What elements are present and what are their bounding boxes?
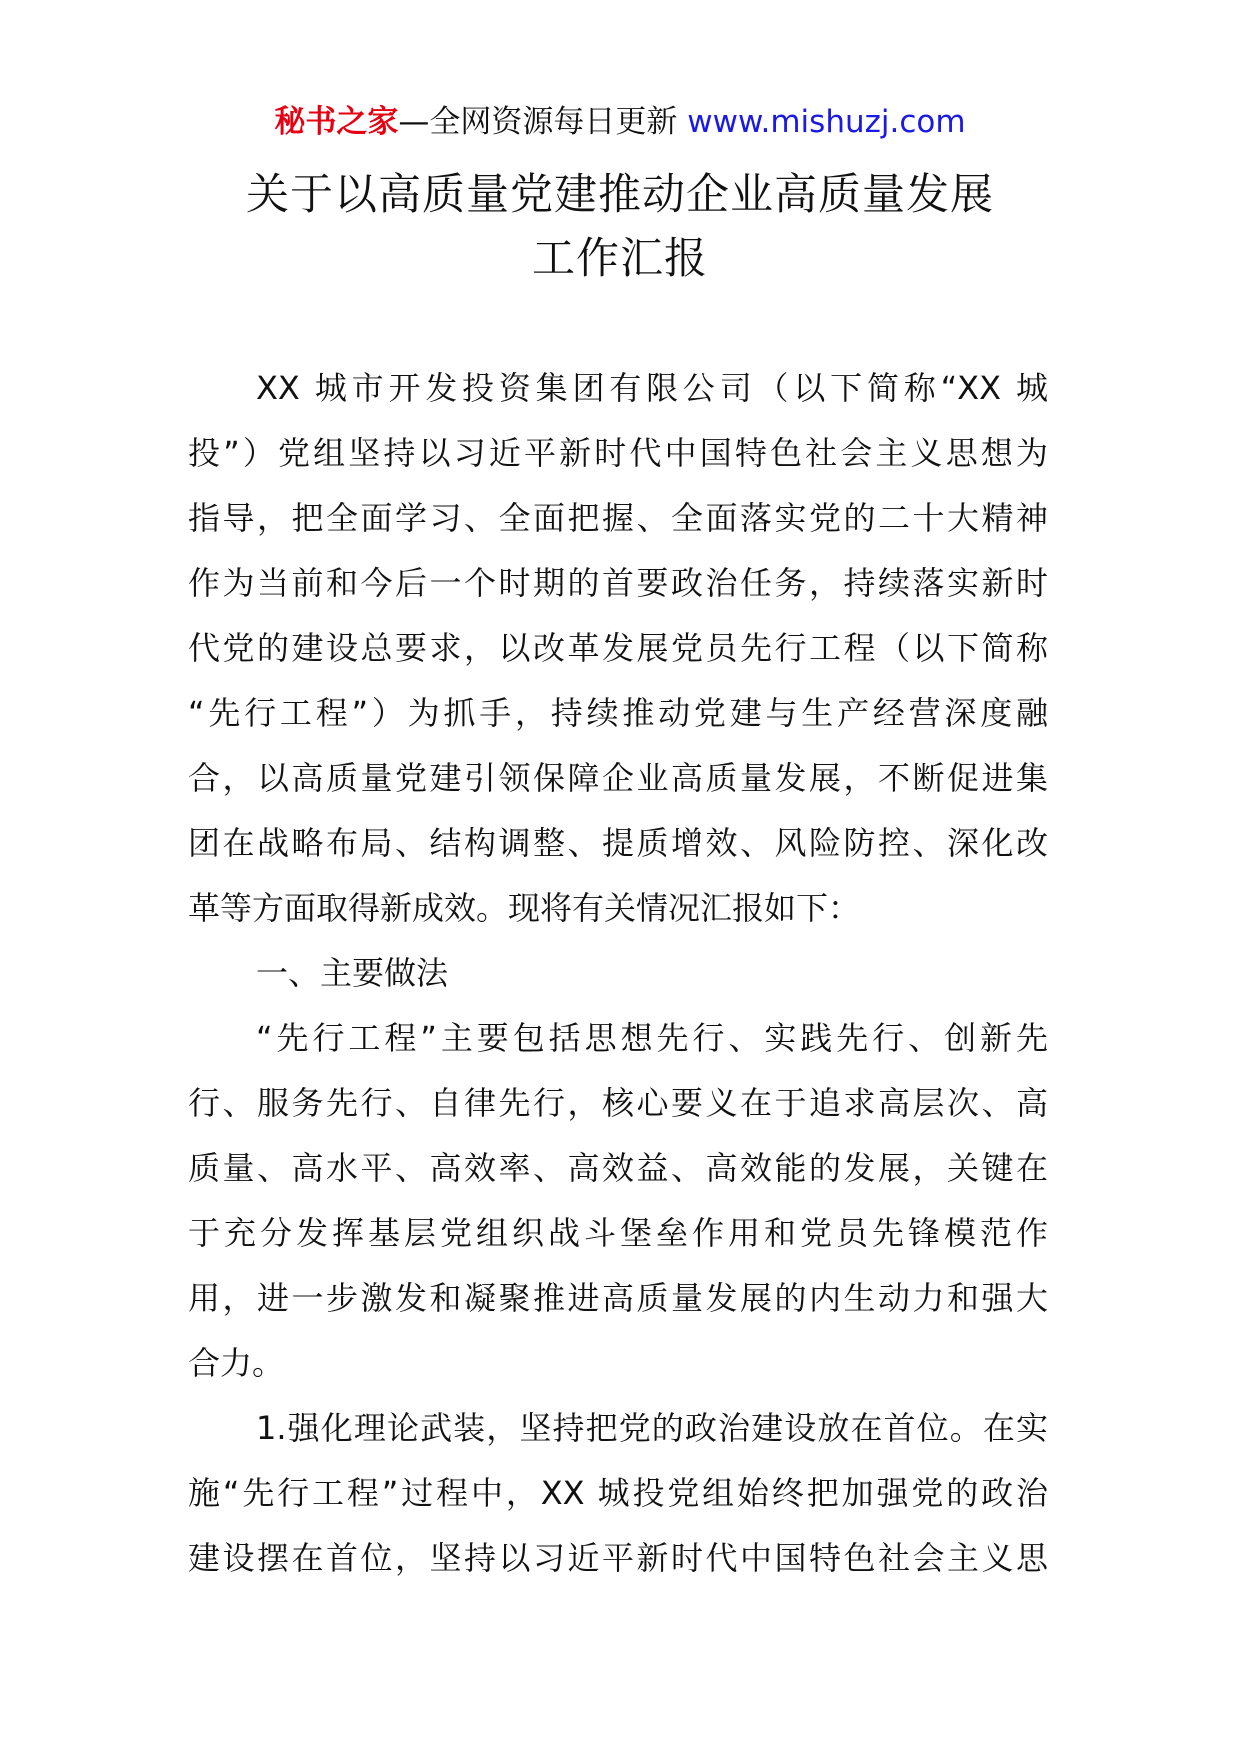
document-body xyxy=(188,356,1048,1591)
paragraph-line: 建设摆在首位，坚持以习近平新时代中国特色社会主义思 xyxy=(188,1539,1048,1577)
paragraph-line: 指导，把全面学习、全面把握、全面落实党的二十大精神 xyxy=(188,499,1048,537)
header-slogan: —全网资源每日更新 xyxy=(398,104,678,140)
document-title-line-2: 工作汇报 xyxy=(532,234,708,284)
site-header xyxy=(0,102,1240,142)
paragraph-line: 于充分发挥基层党组织战斗堡垒作用和党员先锋模范作 xyxy=(188,1214,1048,1252)
paragraph-line: 合力。 xyxy=(188,1344,285,1382)
section-heading: 一、主要做法 xyxy=(256,954,449,992)
paragraph-line: 合，以高质量党建引领保障企业高质量发展，不断促进集 xyxy=(188,759,1048,797)
paragraph-line: 行、服务先行、自律先行，核心要义在于追求高层次、高 xyxy=(188,1084,1048,1122)
paragraph-line: “先行工程”主要包括思想先行、实践先行、创新先 xyxy=(256,1019,1048,1057)
site-url-link[interactable]: www.mishuzj.com xyxy=(687,104,966,140)
paragraph-line: XX 城市开发投资集团有限公司（以下简称“XX 城 xyxy=(256,369,1048,407)
paragraph-line: 投”）党组坚持以习近平新时代中国特色社会主义思想为 xyxy=(188,434,1048,472)
document-title-line-1: 关于以高质量党建推动企业高质量发展 xyxy=(246,170,994,220)
paragraph-line: 1.强化理论武装，坚持把党的政治建设放在首位。在实 xyxy=(256,1409,1048,1447)
paragraph-line: 代党的建设总要求，以改革发展党员先行工程（以下简称 xyxy=(188,629,1048,667)
paragraph-line: 用，进一步激发和凝聚推进高质量发展的内生动力和强大 xyxy=(188,1279,1048,1317)
paragraph-line: 施“先行工程”过程中，XX 城投党组始终把加强党的政治 xyxy=(188,1474,1048,1512)
brand-name: 秘书之家 xyxy=(274,104,399,140)
paragraph-line: 质量、高水平、高效率、高效益、高效能的发展，关键在 xyxy=(188,1149,1048,1187)
paragraph-line: “先行工程”）为抓手，持续推动党建与生产经营深度融 xyxy=(188,694,1048,732)
paragraph-line: 作为当前和今后一个时期的首要政治任务，持续落实新时 xyxy=(188,564,1048,602)
paragraph-line: 革等方面取得新成效。现将有关情况汇报如下： xyxy=(188,889,861,927)
paragraph-line: 团在战略布局、结构调整、提质增效、风险防控、深化改 xyxy=(188,824,1048,862)
